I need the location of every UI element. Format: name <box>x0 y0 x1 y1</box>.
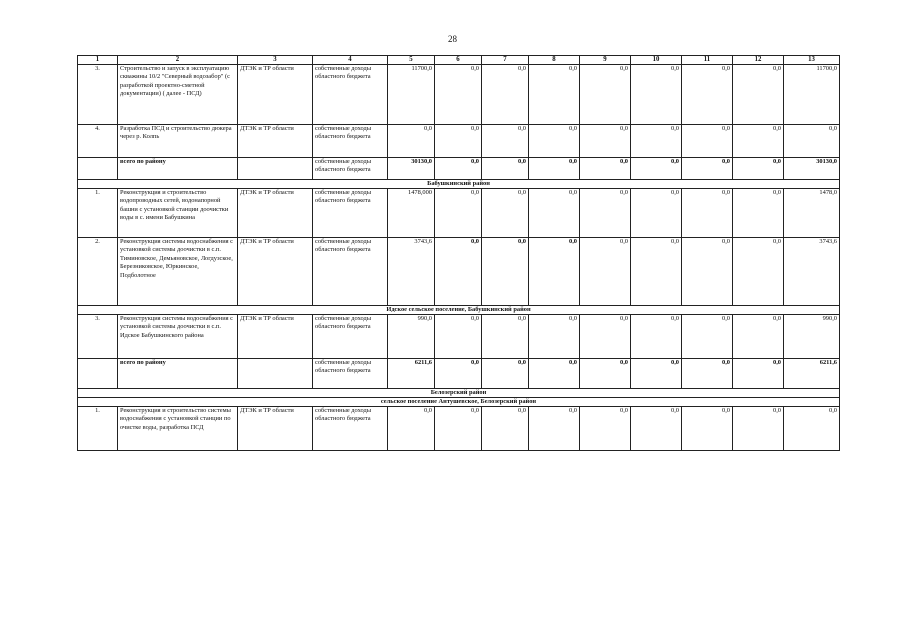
section-title: Бабушкинский район <box>78 180 840 189</box>
value-cell: 0,0 <box>388 125 435 158</box>
executor: ДТЭК и ТР области <box>238 65 313 125</box>
table-row <box>78 407 840 451</box>
section-row <box>78 180 840 189</box>
column-header: 5 <box>388 56 435 65</box>
section-title: сельское поселение Антушевское, Белозерский район <box>78 398 840 407</box>
value-cell: 0,0 <box>733 125 784 158</box>
measure-name: Строительство и запуск в эксплуатацию скважины 10/2 "Северный водозабор" (с разработкой проектно-сметной документации) ( далее - ПСД) <box>118 65 238 125</box>
value-cell: 0,0 <box>580 238 631 306</box>
value-cell: 0,0 <box>529 407 580 451</box>
value-cell: 0,0 <box>482 65 529 125</box>
column-header: 3 <box>238 56 313 65</box>
funding-source: собственные доходы областного бюджета <box>313 65 388 125</box>
value-cell: 0,0 <box>733 407 784 451</box>
value-cell: 0,0 <box>529 125 580 158</box>
table-row <box>78 315 840 359</box>
value-cell: 0,0 <box>580 359 631 389</box>
funding-source: собственные доходы областного бюджета <box>313 359 388 389</box>
value-cell: 11700,0 <box>388 65 435 125</box>
value-cell: 0,0 <box>631 189 682 238</box>
executor: ДТЭК и ТР области <box>238 189 313 238</box>
value-cell: 0,0 <box>482 359 529 389</box>
value-cell: 0,0 <box>580 65 631 125</box>
value-cell: 6211,6 <box>388 359 435 389</box>
row-number: 4. <box>78 125 118 158</box>
value-cell: 0,0 <box>529 158 580 180</box>
value-cell: 0,0 <box>435 315 482 359</box>
value-cell: 0,0 <box>733 189 784 238</box>
value-cell: 0,0 <box>388 407 435 451</box>
table-row <box>78 65 840 125</box>
column-header: 9 <box>580 56 631 65</box>
value-cell: 0,0 <box>482 238 529 306</box>
value-cell: 0,0 <box>631 407 682 451</box>
value-cell: 0,0 <box>529 189 580 238</box>
measure-name: Реконструкция и строительство водопроводных сетей, водонапорной башни с установкой станции доочистки воды в с. имени Бабушкина <box>118 189 238 238</box>
value-cell: 0,0 <box>631 315 682 359</box>
value-cell: 0,0 <box>733 65 784 125</box>
total-row <box>78 158 840 180</box>
value-cell: 0,0 <box>682 189 733 238</box>
value-cell: 0,0 <box>682 359 733 389</box>
column-header: 11 <box>682 56 733 65</box>
column-header: 6 <box>435 56 482 65</box>
table-row <box>78 125 840 158</box>
value-cell: 0,0 <box>529 65 580 125</box>
value-cell: 6211,6 <box>784 359 840 389</box>
value-cell: 3743,6 <box>784 238 840 306</box>
row-number: 2. <box>78 238 118 306</box>
value-cell: 0,0 <box>435 238 482 306</box>
page-number: 28 <box>448 34 457 44</box>
value-cell: 0,0 <box>682 65 733 125</box>
value-cell: 0,0 <box>784 125 840 158</box>
table-row <box>78 238 840 306</box>
value-cell: 0,0 <box>682 315 733 359</box>
column-header: 2 <box>118 56 238 65</box>
executor <box>238 359 313 389</box>
measure-name: Реконструкция системы водоснабжения с установкой системы доочистки в с.п. Идское Бабушкинского района <box>118 315 238 359</box>
value-cell: 0,0 <box>631 359 682 389</box>
measure-name: всего по району <box>118 359 238 389</box>
value-cell: 0,0 <box>529 359 580 389</box>
value-cell: 0,0 <box>482 158 529 180</box>
value-cell: 0,0 <box>529 315 580 359</box>
value-cell: 0,0 <box>631 125 682 158</box>
funding-source: собственные доходы областного бюджета <box>313 315 388 359</box>
value-cell: 0,0 <box>580 125 631 158</box>
value-cell: 0,0 <box>435 125 482 158</box>
column-header: 1 <box>78 56 118 65</box>
value-cell: 0,0 <box>482 189 529 238</box>
value-cell: 30130,0 <box>784 158 840 180</box>
value-cell: 0,0 <box>435 158 482 180</box>
value-cell: 1478,0 <box>784 189 840 238</box>
value-cell: 0,0 <box>631 238 682 306</box>
measure-name: всего по району <box>118 158 238 180</box>
measure-name: Реконструкция и строительство системы водоснабжения с установкой станции по очистке воды, разработка ПСД <box>118 407 238 451</box>
value-cell: 0,0 <box>482 315 529 359</box>
funding-source: собственные доходы областного бюджета <box>313 189 388 238</box>
value-cell: 0,0 <box>631 65 682 125</box>
section-row <box>78 398 840 407</box>
column-header: 7 <box>482 56 529 65</box>
value-cell: 30130,0 <box>388 158 435 180</box>
column-header: 10 <box>631 56 682 65</box>
funding-source: собственные доходы областного бюджета <box>313 407 388 451</box>
executor: ДТЭК и ТР области <box>238 407 313 451</box>
executor <box>238 158 313 180</box>
section-title: Белозерский район <box>78 389 840 398</box>
column-header: 12 <box>733 56 784 65</box>
executor: ДТЭК и ТР области <box>238 125 313 158</box>
value-cell: 0,0 <box>682 158 733 180</box>
table-row <box>78 189 840 238</box>
value-cell: 0,0 <box>482 125 529 158</box>
value-cell: 0,0 <box>733 359 784 389</box>
total-row <box>78 359 840 389</box>
value-cell: 990,0 <box>388 315 435 359</box>
section-title: Идское сельское поселение, Бабушкинский район <box>78 306 840 315</box>
section-row <box>78 389 840 398</box>
row-number: 3. <box>78 65 118 125</box>
row-number <box>78 158 118 180</box>
executor: ДТЭК и ТР области <box>238 315 313 359</box>
section-row <box>78 306 840 315</box>
value-cell: 0,0 <box>435 359 482 389</box>
value-cell: 0,0 <box>784 407 840 451</box>
value-cell: 0,0 <box>682 238 733 306</box>
row-number <box>78 359 118 389</box>
column-header: 13 <box>784 56 840 65</box>
value-cell: 0,0 <box>580 407 631 451</box>
value-cell: 0,0 <box>435 189 482 238</box>
row-number: 3. <box>78 315 118 359</box>
measure-name: Разработка ПСД и строительство дюкера через р. Колпь <box>118 125 238 158</box>
column-header: 4 <box>313 56 388 65</box>
value-cell: 0,0 <box>733 158 784 180</box>
value-cell: 0,0 <box>529 238 580 306</box>
value-cell: 3743,6 <box>388 238 435 306</box>
funding-source: собственные доходы областного бюджета <box>313 238 388 306</box>
executor: ДТЭК и ТР области <box>238 238 313 306</box>
value-cell: 0,0 <box>482 407 529 451</box>
header-row <box>78 56 840 65</box>
value-cell: 0,0 <box>733 238 784 306</box>
value-cell: 0,0 <box>580 315 631 359</box>
value-cell: 0,0 <box>682 407 733 451</box>
funding-source: собственные доходы областного бюджета <box>313 125 388 158</box>
funding-source: собственные доходы областного бюджета <box>313 158 388 180</box>
value-cell: 0,0 <box>631 158 682 180</box>
program-table <box>77 55 840 451</box>
value-cell: 0,0 <box>580 189 631 238</box>
column-header: 8 <box>529 56 580 65</box>
value-cell: 0,0 <box>435 65 482 125</box>
measure-name: Реконструкция системы водоснабжения с установкой системы доочистки в с.п. Тиминовское, Демьяновское, Логдузское, Березниковское, Юркинское, Подболотное <box>118 238 238 306</box>
row-number: 1. <box>78 189 118 238</box>
value-cell: 0,0 <box>682 125 733 158</box>
value-cell: 990,0 <box>784 315 840 359</box>
value-cell: 0,0 <box>733 315 784 359</box>
value-cell: 0,0 <box>435 407 482 451</box>
value-cell: 11700,0 <box>784 65 840 125</box>
row-number: 1. <box>78 407 118 451</box>
value-cell: 0,0 <box>580 158 631 180</box>
value-cell: 1478,000 <box>388 189 435 238</box>
